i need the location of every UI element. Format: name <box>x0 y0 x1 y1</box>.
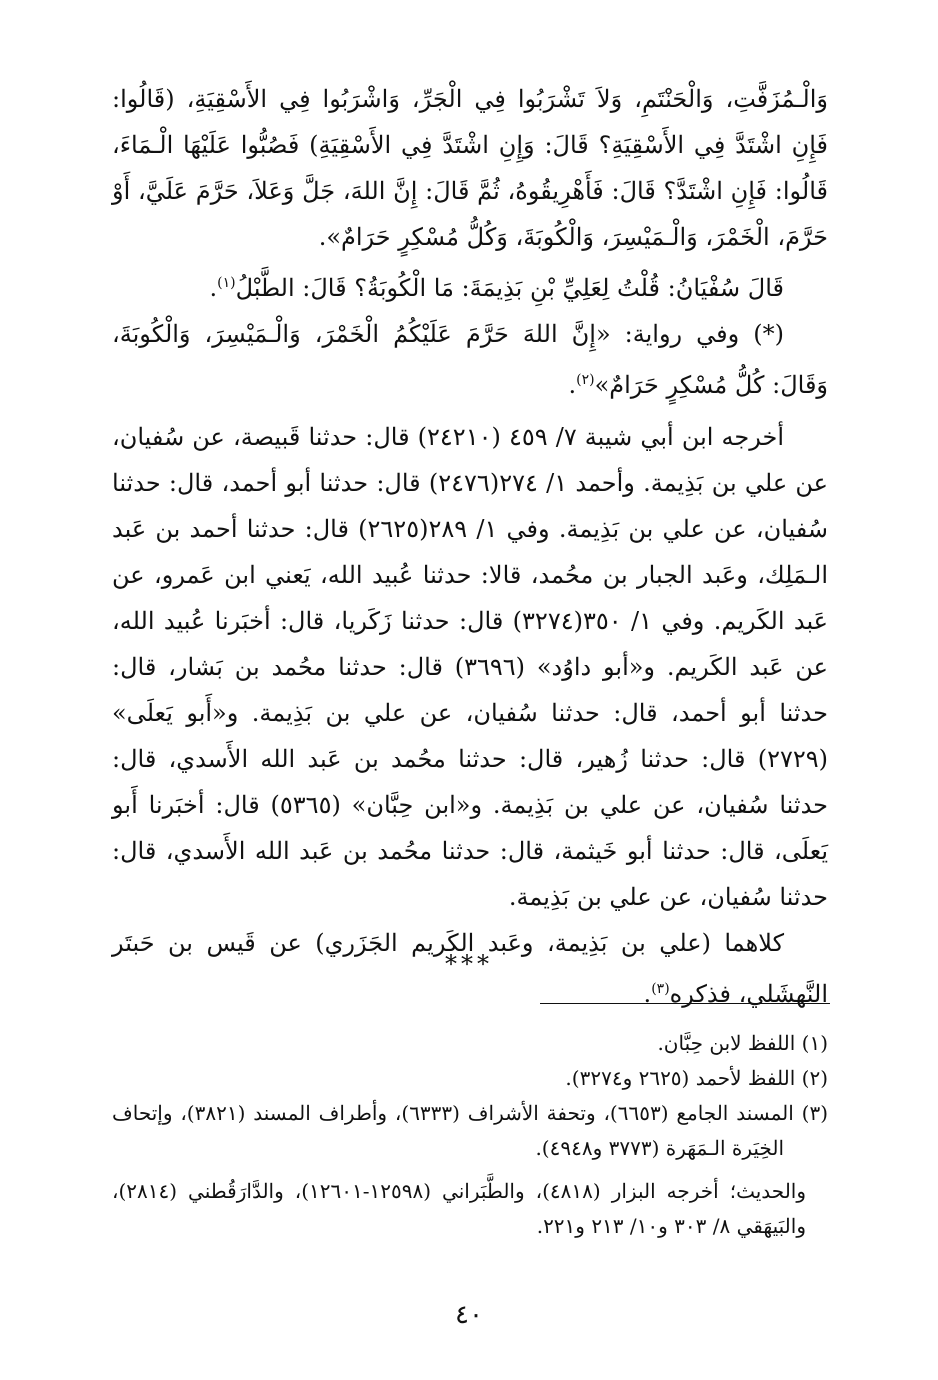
footnote-ref-3: (٣) <box>651 981 670 997</box>
section-separator: *** <box>445 950 493 978</box>
sufyan-comment <box>112 260 828 311</box>
page-number: ٤٠ <box>455 1300 483 1330</box>
sufyan-text: قَالَ سُفْيَانُ: قُلْتُ لِعَلِيِّ بْنِ بَذِيمَةَ: مَا الْكُوبَةُ؟ قَالَ: الطَّبْلُ <box>235 274 784 302</box>
kilahuma-text: كلاهما (علي بن بَذِيمة، وعَبد الكَريم الجَزَري) عن قَيس بن حَبتَر النَّهشَلي، فذكره <box>112 929 828 1008</box>
footnotes <box>112 1026 828 1244</box>
footnote-1: (١) اللفظ لابن حِبَّان. <box>657 1031 828 1055</box>
footnote-ref-1: (١) <box>217 275 236 291</box>
riwaya-text: (*) وفي رواية: «إِنَّ اللهَ حَرَّمَ عَلَيْكُمُ الْخَمْرَ، وَالْـمَيْسِرَ، وَالْكُوبَةَ، وَقَالَ: كُلُّ مُسْكِرٍ حَرَامٌ» <box>112 320 828 399</box>
footnote-ref-2: (٢) <box>576 372 595 388</box>
riwaya-end: . <box>568 371 577 399</box>
takhrij-paragraph: أخرجه ابن أبي شيبة ٧/ ٤٥٩ (٢٤٢١٠) قال: حدثنا قَبيصة، عن سُفيان، عن علي بن بَذِيمة. وأحمد ١/ ٢٧٤(٢٤٧٦) قال: حدثنا أبو أحمد، قال: حدثنا سُفيان، عن علي بن بَذِيمة. وفي ١/ ٢٨٩(٢٦٢٥) قال: حدثنا أحمد بن عَبد الـمَلِك، وعَبد الجبار بن محُمد، قالا: حدثنا عُبيد الله، يَعني ابن عَمرو، عن عَبد الكَريم. وفي ١/ ٣٥٠(٣٢٧٤) قال: حدثنا زَكَريا، قال: أخبَرنا عُبيد الله، عن عَبد الكَريم. و«أبو داوُد» (٣٦٩٦) قال: حدثنا محُمد بن بَشار، قال: حدثنا أبو أحمد، قال: حدثنا سُفيان، عن علي بن بَذِيمة. و«أَبو يَعلَى» (٢٧٢٩) قال: حدثنا زُهير، قال: حدثنا محُمد بن عَبد الله الأَسدي، قال: حدثنا سُفيان، عن علي بن بَذِيمة. و«ابن حِبَّان» (٥٣٦٥) قال: أخبَرنا أَبو يَعلَى، قال: حدثنا أبو خَيثمة، قال: حدثنا محُمد بن عَبد الله الأَسدي، قال: حدثنا سُفيان، عن علي بن بَذِيمة. <box>112 423 829 911</box>
footnote-2: (٢) اللفظ لأحمد (٢٦٢٥ و٣٢٧٤). <box>565 1066 828 1090</box>
riwaya-paragraph <box>112 311 828 408</box>
footnote-divider <box>540 1003 830 1004</box>
main-text <box>112 76 828 1017</box>
hadith-text: وَالْـمُزَفَّتِ، وَالْحَنْتَمِ، وَلاَ تَشْرَبُوا فِي الْجَرِّ، وَاشْرَبُوا فِي الأَسْقِيَةِ، (قَالُوا: فَإِنِ اشْتَدَّ فِي الأَسْقِيَةِ؟ قَالَ: وَإِنِ اشْتَدَّ فِي الأَسْقِيَةِ) فَصُبُّوا عَلَيْهَا الْـمَاءَ، قَالُوا: فَإِنِ اشْتَدَّ؟ قَالَ: فَأَهْرِيقُوهُ، ثُمَّ قَالَ: إِنَّ اللهَ، جَلَّ وَعَلاَ، حَرَّمَ عَلَيَّ، أَوْ حَرَّمَ، الْخَمْرَ، وَالْـمَيْسِرَ، وَالْكُوبَةَ، وَكُلُّ مُسْكِرٍ حَرَامٌ». <box>112 85 828 251</box>
kilahuma-end: . <box>643 980 652 1008</box>
footnote-3-continuation: والحديث؛ أخرجه البزار (٤٨١٨)، والطَّبَراني (١٢٥٩٨-١٢٦٠١)، والدَّارَقُطني (٢٨١٤)، والبَيهَقي ٨/ ٣٠٣ و١٠/ ٢١٣ و٢٢١. <box>112 1179 807 1238</box>
footnote-3: (٣) المسند الجامع (٦٦٥٣)، وتحفة الأشراف (٦٣٣٣)، وأطراف المسند (٣٨٢١)، وإتحاف الخِيَرة الـمَهَرة (٣٧٧٣ و٤٩٤٨). <box>112 1101 828 1160</box>
sufyan-end: . <box>209 274 218 302</box>
